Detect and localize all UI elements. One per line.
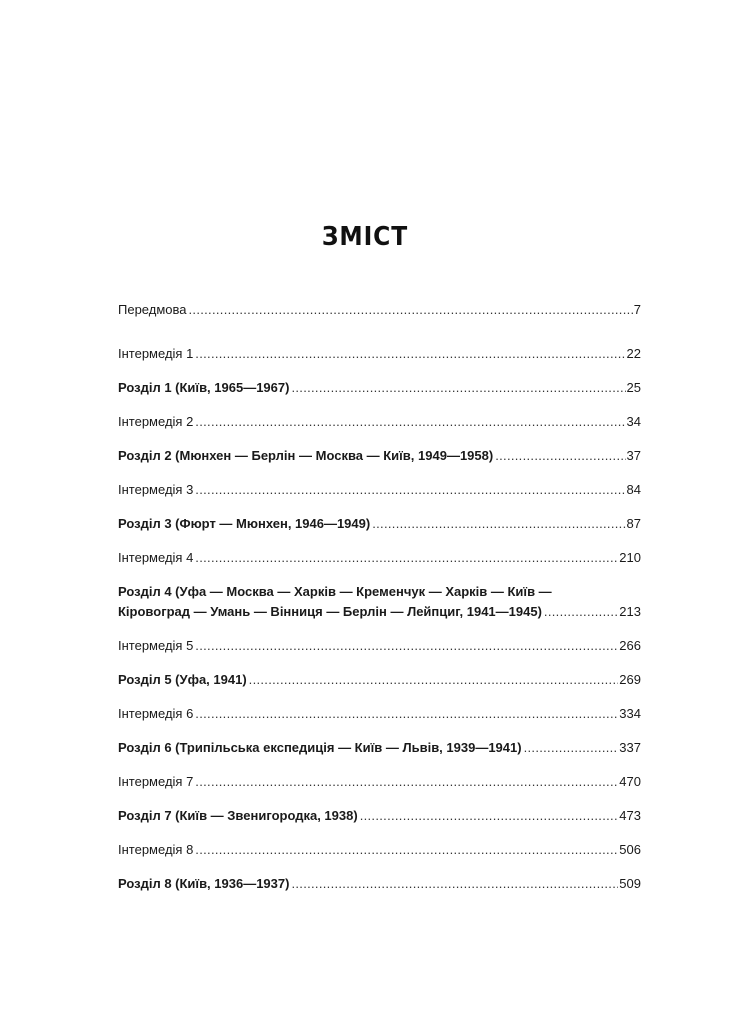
toc-entry-page: 266 [619,638,641,653]
dot-leader [291,378,625,398]
dot-leader [189,300,633,320]
dot-leader [195,840,618,860]
toc-entry-page: 87 [626,516,641,531]
dot-leader [524,738,619,758]
toc-entry-interlude-8[interactable] [118,840,641,860]
toc-entry-page: 470 [619,774,641,789]
toc-entry-title: Розділ 5 (Уфа, 1941) [118,672,247,687]
toc-entry-page: 7 [633,302,641,317]
toc-entry-page: 22 [626,346,641,361]
toc-entry-chapter-7[interactable] [118,806,641,826]
toc-entry-title: Розділ 6 (Трипільська експедиція — Київ — Львів, 1939—1941) [118,740,522,755]
toc-entry-title: Інтермедія 1 [118,346,194,361]
toc-entry-page: 37 [626,448,641,463]
toc-entry-title: Інтермедія 5 [118,638,194,653]
toc-entry-title: Інтермедія 7 [118,774,194,789]
toc-entry-title: Інтермедія 2 [118,414,194,429]
toc-entry-title: Інтермедія 4 [118,550,194,565]
dot-leader [195,636,618,656]
toc-entry-chapter-2[interactable] [118,446,641,466]
toc-entry-page: 25 [626,380,641,395]
toc-entry-title: Розділ 3 (Фюрт — Мюнхен, 1946—1949) [118,516,371,531]
toc-entry-title-line1: Розділ 4 (Уфа — Москва — Харків — Кременчук — Харків — Київ — [118,584,552,599]
toc-entry-page: 84 [626,482,641,497]
toc-entry-page: 34 [626,414,641,429]
toc-entry-interlude-2[interactable] [118,412,641,432]
toc-entry-chapter-4[interactable] [118,582,641,622]
toc-entry-title: Інтермедія 8 [118,842,194,857]
toc-entry-title: Кіровоград — Умань — Вінниця — Берлін — Лейпциг, 1941—1945) [118,604,542,619]
toc-entry-page: 269 [619,672,641,687]
toc-entry-chapter-6[interactable] [118,738,641,758]
toc-entry-page: 506 [619,842,641,857]
dot-leader [249,670,619,690]
toc-entry-chapter-3[interactable] [118,514,641,534]
dot-leader [195,704,618,724]
page-title: ЗМІСТ [321,222,409,252]
toc-entry-title: Розділ 7 (Київ — Звенигородка, 1938) [118,808,358,823]
toc-entry-page: 210 [619,550,641,565]
toc-entry-title: Розділ 1 (Київ, 1965—1967) [118,380,290,395]
toc-entry-page: 213 [619,604,641,619]
toc-entry-title: Інтермедія 6 [118,706,194,721]
toc-entry-chapter-1[interactable] [118,378,641,398]
toc-entry-foreword[interactable] [118,300,641,320]
toc-entry-page: 337 [619,740,641,755]
toc-entry-title: Розділ 8 (Київ, 1936—1937) [118,876,290,891]
toc-entry-title: Інтермедія 3 [118,482,194,497]
toc-entry-interlude-1[interactable] [118,344,641,364]
toc-entry-interlude-4[interactable] [118,548,641,568]
dot-leader [195,772,618,792]
toc-entry-page: 509 [619,876,641,891]
toc-entry-title: Розділ 2 (Мюнхен — Берлін — Москва — Київ, 1949—1958) [118,448,494,463]
toc-entry-interlude-5[interactable] [118,636,641,656]
table-of-contents [118,300,641,908]
dot-leader [291,874,618,894]
toc-entry-interlude-7[interactable] [118,772,641,792]
dot-leader [195,344,625,364]
dot-leader [544,602,618,622]
dot-leader [195,548,618,568]
dot-leader [495,446,625,466]
toc-entry-page: 473 [619,808,641,823]
toc-entry-interlude-3[interactable] [118,480,641,500]
toc-entry-chapter-5[interactable] [118,670,641,690]
dot-leader [195,412,625,432]
toc-entry-title: Передмова [118,302,187,317]
dot-leader [372,514,625,534]
toc-entry-chapter-8[interactable] [118,874,641,894]
toc-entry-interlude-6[interactable] [118,704,641,724]
dot-leader [360,806,619,826]
dot-leader [195,480,625,500]
toc-entry-page: 334 [619,706,641,721]
